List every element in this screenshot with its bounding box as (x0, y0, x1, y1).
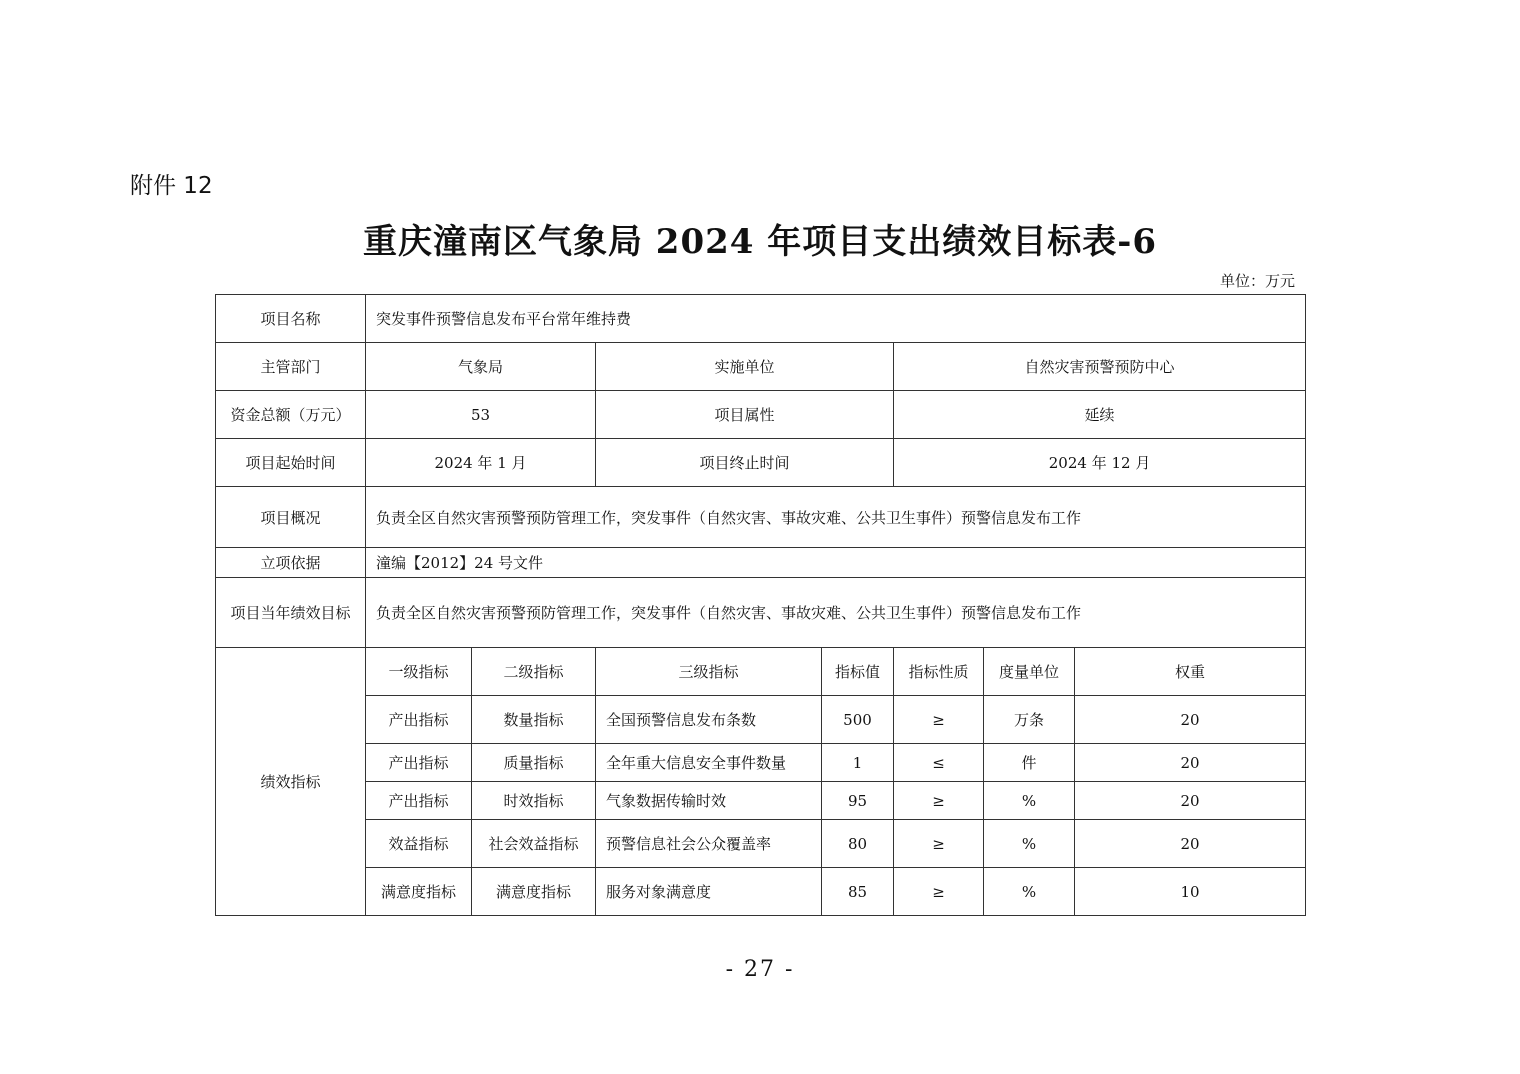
table-row (216, 782, 1306, 820)
dept-label: 主管部门 (216, 343, 366, 391)
perf-header-level1: 一级指标 (366, 648, 472, 696)
table-row (216, 744, 1306, 782)
perf-value: 95 (822, 782, 894, 820)
perf-section-label: 绩效指标 (216, 648, 366, 916)
perf-weight: 10 (1075, 868, 1306, 916)
basis-label: 立项依据 (216, 548, 366, 578)
start-value: 2024 年 1 月 (366, 439, 596, 487)
goal-value: 负责全区自然灾害预警预防管理工作，突发事件（自然灾害、事故灾难、公共卫生事件）预警信息发布工作 (366, 578, 1306, 648)
row-basis (216, 548, 1306, 578)
perf-nature: ≥ (894, 696, 984, 744)
perf-weight: 20 (1075, 744, 1306, 782)
perf-level1: 满意度指标 (366, 868, 472, 916)
perf-header-weight: 权重 (1075, 648, 1306, 696)
fund-label: 资金总额（万元） (216, 391, 366, 439)
perf-weight: 20 (1075, 820, 1306, 868)
project-name-label: 项目名称 (216, 295, 366, 343)
perf-level1: 产出指标 (366, 782, 472, 820)
attachment-label: 附件 12 (130, 173, 213, 199)
end-label: 项目终止时间 (596, 439, 894, 487)
start-label: 项目起始时间 (216, 439, 366, 487)
row-goal (216, 578, 1306, 648)
perf-value: 85 (822, 868, 894, 916)
dept-value: 气象局 (366, 343, 596, 391)
perf-level2: 数量指标 (472, 696, 596, 744)
perf-weight: 20 (1075, 782, 1306, 820)
page-number: - 27 - (725, 957, 795, 982)
perf-level1: 产出指标 (366, 696, 472, 744)
fund-value: 53 (366, 391, 596, 439)
perf-unit: % (984, 820, 1075, 868)
document-title: 重庆潼南区气象局 2024 年项目支出绩效目标表-6 (362, 222, 1158, 262)
table-row (216, 868, 1306, 916)
goal-label: 项目当年绩效目标 (216, 578, 366, 648)
perf-level2: 社会效益指标 (472, 820, 596, 868)
perf-level2: 质量指标 (472, 744, 596, 782)
perf-level3: 全年重大信息安全事件数量 (596, 744, 822, 782)
perf-level3: 预警信息社会公众覆盖率 (596, 820, 822, 868)
attr-value: 延续 (894, 391, 1306, 439)
overview-label: 项目概况 (216, 487, 366, 548)
perf-value: 80 (822, 820, 894, 868)
perf-header-level3: 三级指标 (596, 648, 822, 696)
perf-header-unit: 度量单位 (984, 648, 1075, 696)
perf-value: 1 (822, 744, 894, 782)
perf-nature: ≤ (894, 744, 984, 782)
perf-level1: 效益指标 (366, 820, 472, 868)
perf-level2: 时效指标 (472, 782, 596, 820)
perf-header-nature: 指标性质 (894, 648, 984, 696)
perf-level2: 满意度指标 (472, 868, 596, 916)
perf-nature: ≥ (894, 782, 984, 820)
perf-weight: 20 (1075, 696, 1306, 744)
perf-level3: 气象数据传输时效 (596, 782, 822, 820)
row-overview (216, 487, 1306, 548)
row-project-name (216, 295, 1306, 343)
end-value: 2024 年 12 月 (894, 439, 1306, 487)
row-period (216, 439, 1306, 487)
basis-value: 潼编【2012】24 号文件 (366, 548, 1306, 578)
row-fund (216, 391, 1306, 439)
performance-target-table (215, 294, 1306, 916)
overview-value: 负责全区自然灾害预警预防管理工作，突发事件（自然灾害、事故灾难、公共卫生事件）预警信息发布工作 (366, 487, 1306, 548)
perf-unit: % (984, 782, 1075, 820)
unit-label: 单位：万元 (1219, 272, 1295, 290)
perf-nature: ≥ (894, 868, 984, 916)
table-row (216, 820, 1306, 868)
perf-unit: % (984, 868, 1075, 916)
perf-unit: 件 (984, 744, 1075, 782)
table-row (216, 696, 1306, 744)
impl-label: 实施单位 (596, 343, 894, 391)
perf-nature: ≥ (894, 820, 984, 868)
perf-header-value: 指标值 (822, 648, 894, 696)
perf-unit: 万条 (984, 696, 1075, 744)
perf-level1: 产出指标 (366, 744, 472, 782)
impl-value: 自然灾害预警预防中心 (894, 343, 1306, 391)
row-department (216, 343, 1306, 391)
perf-level3: 服务对象满意度 (596, 868, 822, 916)
perf-header-level2: 二级指标 (472, 648, 596, 696)
attr-label: 项目属性 (596, 391, 894, 439)
perf-header-row (216, 648, 1306, 696)
perf-level3: 全国预警信息发布条数 (596, 696, 822, 744)
perf-value: 500 (822, 696, 894, 744)
project-name-value: 突发事件预警信息发布平台常年维持费 (366, 295, 1306, 343)
